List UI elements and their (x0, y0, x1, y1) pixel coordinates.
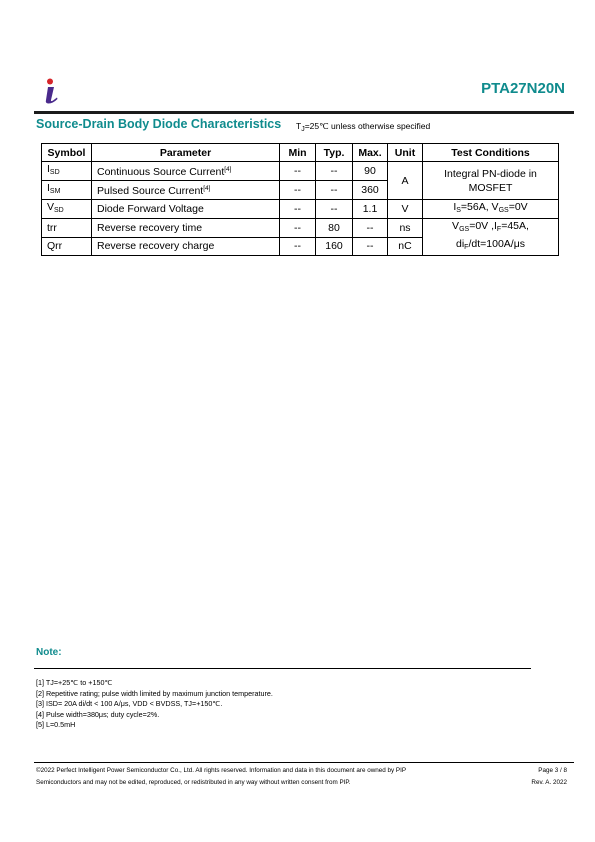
typ-cell: -- (316, 181, 353, 200)
parameter-cell: Reverse recovery charge (92, 237, 280, 256)
parameter-cell: Continuous Source Current[4] (92, 162, 280, 181)
table-header-row (42, 144, 559, 162)
note-item: [3] ISD= 20A di/dt < 100 A/μs, VDD < BVDSS, TJ=+150℃. (36, 699, 223, 708)
notes-title: Note: (36, 647, 62, 658)
section-title: Source-Drain Body Diode Characteristics (36, 117, 282, 131)
section-condition: $T_J=25℃$ unless otherwise specified (296, 121, 431, 133)
header-symbol: Symbol (42, 144, 92, 162)
note-item: [5] L=0.5mH (36, 720, 76, 729)
diode-characteristics-table (41, 143, 559, 256)
header-max: Max. (353, 144, 388, 162)
min-cell: -- (280, 219, 316, 238)
unit-cell: A (388, 162, 423, 200)
max-cell: -- (353, 219, 388, 238)
copyright-line: Semiconductors and may not be edited, reproduced, or redistributed in any way without written consent from PIP. (36, 778, 351, 786)
parameter-cell: Diode Forward Voltage (92, 200, 280, 219)
header-rule (34, 111, 574, 114)
symbol-cell: Qrr (42, 237, 92, 256)
unit-cell: V (388, 200, 423, 219)
max-cell: 90 (353, 162, 388, 181)
typ-cell: -- (316, 162, 353, 181)
condition-line: $di_F/dt=100A/\mu s$ (455, 238, 525, 251)
min-cell: -- (280, 200, 316, 219)
min-cell: -- (280, 181, 316, 200)
symbol-cell: $I_{SM}$ (42, 181, 92, 200)
test-condition-cell (423, 219, 559, 256)
note-item: [1] TJ=+25℃ to +150℃ (36, 678, 113, 687)
condition-line: $V_{GS}=0V$ $,I_F=45A$, (452, 220, 529, 233)
max-cell: 1.1 (353, 200, 388, 219)
parameter-cell: Pulsed Source Current[4] (92, 181, 280, 200)
min-cell: -- (280, 237, 316, 256)
typ-cell: -- (316, 200, 353, 219)
notes-rule (34, 668, 531, 669)
test-condition-cell: Integral PN-diode in MOSFET (423, 162, 559, 200)
unit-cell: ns (388, 219, 423, 238)
typ-cell: 80 (316, 219, 353, 238)
header-unit: Unit (388, 144, 423, 162)
part-number: PTA27N20N (481, 80, 565, 97)
symbol-cell: $I_{SD}$ (42, 162, 92, 181)
revision: Rev. A. 2022 (531, 778, 567, 786)
header-min: Min (280, 144, 316, 162)
page-number: Page 3 / 8 (538, 767, 567, 774)
table-row (42, 200, 559, 219)
symbol-cell: $V_{SD}$ (42, 200, 92, 219)
header-parameter: Parameter (92, 144, 280, 162)
max-cell: 360 (353, 181, 388, 200)
footer-meta (531, 765, 567, 788)
company-logo (43, 78, 65, 104)
copyright-line: ©2022 Perfect Intelligent Power Semiconductor Co., Ltd. All rights reserved. Information and data in this document are owned by PIP (36, 767, 407, 774)
note-item: [2] Repetitive rating; pulse width limited by maximum junction temperature. (36, 688, 273, 698)
footer-copyright (36, 765, 476, 788)
unit-cell: nC (388, 237, 423, 256)
parameter-cell: Reverse recovery time (92, 219, 280, 238)
symbol-cell: trr (42, 219, 92, 238)
max-cell: -- (353, 237, 388, 256)
note-item: [4] Pulse width=380μs; duty cycle=2%. (36, 709, 160, 719)
min-cell: -- (280, 162, 316, 181)
header-typ: Typ. (316, 144, 353, 162)
typ-cell: 160 (316, 237, 353, 256)
footer-rule (34, 762, 574, 763)
notes-list (36, 678, 273, 731)
header-test-conditions: Test Conditions (423, 144, 559, 162)
table-row (42, 219, 559, 238)
table-row (42, 162, 559, 181)
test-condition-cell: $I_S=56A$, $V_{GS}=0V$ (423, 200, 559, 219)
